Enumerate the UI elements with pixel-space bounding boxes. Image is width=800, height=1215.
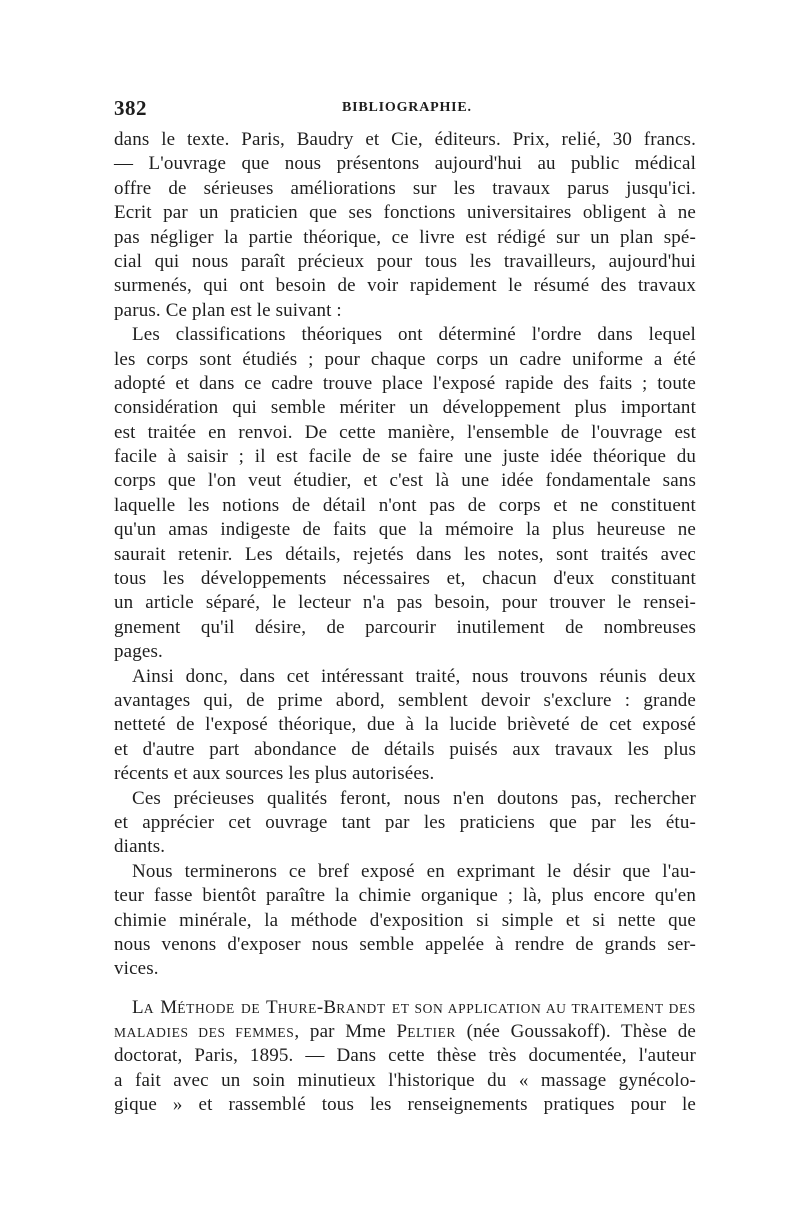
text-line: considération qui semble mériter un développement plus important [114,397,696,419]
text-line: gique » et rassemblé tous les renseignements pratiques pour le [114,1094,696,1116]
text-line: doctorat, Paris, 1895. — Dans cette thèse très documentée, l'auteur [114,1045,696,1067]
text-line: Nous terminerons ce bref exposé en exprimant le désir que l'au- [132,860,696,882]
text-line: chimie minérale, la méthode d'exposition si simple et si nette que [114,909,696,931]
text-line: et apprécier cet ouvrage tant par les praticiens que par les étu- [114,811,696,833]
text-line: et d'autre part abondance de détails puisés aux travaux les plus [114,738,696,760]
entry-title-line: LA MÉTHODE DE THURE-BRANDT ET SON APPLICATION AU TRAITEMENT DES [132,996,696,1018]
body-text [114,128,696,1118]
paragraph [114,665,696,787]
text-line: netteté de l'exposé théorique, due à la lucide brièveté de cet exposé [114,714,696,736]
text-line: pas négliger la partie théorique, ce livre est rédigé sur un plan spé- [114,226,696,248]
text-line: gnement qu'il désire, de parcourir inutilement de nombreuses [114,616,696,638]
text-line: Ces précieuses qualités feront, nous n'en doutons pas, rechercher [132,787,696,809]
text-line: qu'un amas indigeste de faits que la mémoire la plus heureuse ne [114,519,696,541]
paragraph [114,128,696,323]
text-line: saurait retenir. Les détails, rejetés dans les notes, sont traités avec [114,543,696,565]
paragraph [114,860,696,982]
text-line: surmenés, qui ont besoin de voir rapidement le résumé des travaux [114,275,696,297]
text-line: corps que l'on veut étudier, et c'est là une idée fondamentale sans [114,470,696,492]
text-line: offre de sérieuses améliorations sur les travaux parus jusqu'ici. [114,177,696,199]
text-line: Ainsi donc, dans cet intéressant traité, nous trouvons réunis deux [132,665,696,687]
text-line: cial qui nous paraît précieux pour tous les travailleurs, aujourd'hui [114,250,696,272]
text-line: tous les développements nécessaires et, chacun d'eux constituant [114,568,696,590]
text-line: un article séparé, le lecteur n'a pas besoin, pour trouver le rensei- [114,592,696,614]
text-line: Les classifications théoriques ont déterminé l'ordre dans lequel [132,324,696,346]
text-line: est traitée en renvoi. De cette manière, l'ensemble de l'ouvrage est [114,421,696,443]
text-line: adopté et dans ce cadre trouve place l'exposé rapide des faits ; toute [114,372,696,394]
section-gap [114,982,696,996]
text-line: laquelle les notions de détail n'ont pas de corps et ne constituent [114,494,696,516]
bibliographic-entry [114,996,696,1118]
text-line: nous venons d'exposer nous semble appelée à rendre de grands ser- [114,933,696,955]
text-line: a fait avec un soin minutieux l'historique du « massage gynécolo- [114,1069,696,1091]
text-line: Ecrit par un praticien que ses fonctions universitaires obligent à ne [114,202,696,224]
text-line: dans le texte. Paris, Baudry et Cie, éditeurs. Prix, relié, 30 francs. [114,129,696,150]
text-line: pages. [114,641,163,663]
paragraph [114,787,696,860]
text-line: teur fasse bientôt paraître la chimie organique ; là, plus encore qu'en [114,885,696,907]
entry-author-line: MALADIES DES FEMMES, par Mme PELTIER (née Goussakoff). Thèse de [114,1021,697,1043]
page-number: 382 [114,96,147,120]
page-header [114,96,694,126]
text-line: récents et aux sources les plus autorisées. [114,763,435,785]
text-line: diants. [114,836,166,858]
text-line: avantages qui, de prime abord, semblent devoir s'exclure : grande [114,689,696,711]
running-title: BIBLIOGRAPHIE. [342,100,472,115]
text-line: facile à saisir ; il est facile de se faire une juste idée théorique du [114,446,696,468]
text-line: parus. Ce plan est le suivant : [114,299,342,321]
text-line: vices. [114,958,159,980]
text-line: les corps sont étudiés ; pour chaque corps un cadre uniforme a été [114,348,696,370]
paragraph [114,323,696,664]
text-line: — L'ouvrage que nous présentons aujourd'hui au public médical [114,153,696,175]
